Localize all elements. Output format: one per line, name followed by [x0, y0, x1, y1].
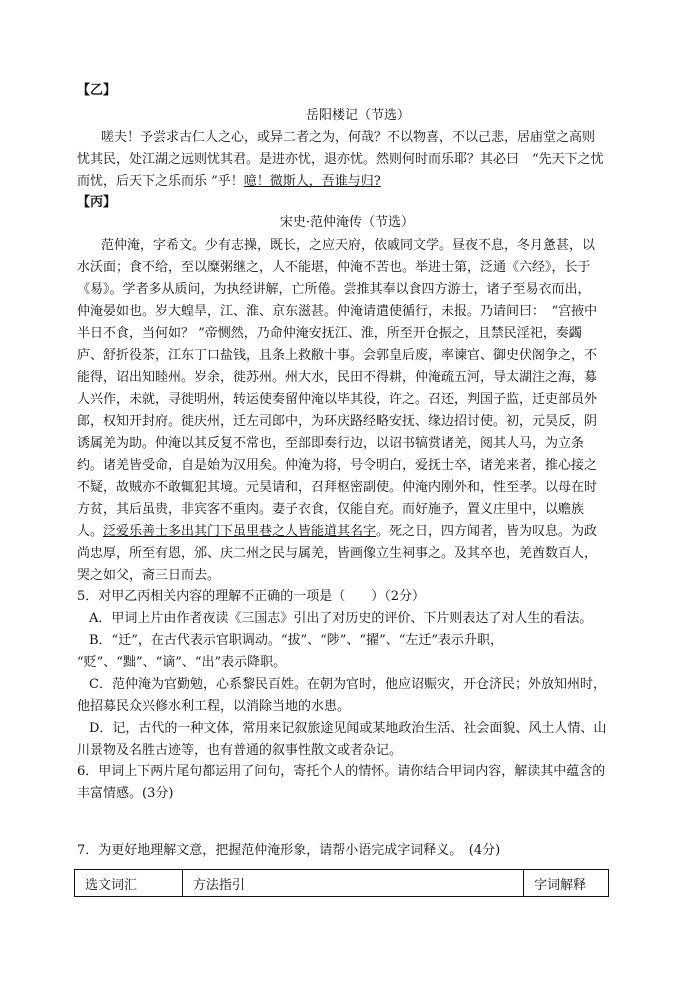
vocab-table-header-meaning: 字词解释 — [524, 870, 609, 897]
passage-c-line: 诱属羌为助。仲淹以其反复不常也，至部即奏行边，以诏书犒赏诸羌，阅其人马，为立条 — [77, 436, 585, 451]
passage-c-line: 范仲淹，字希文。少有志操，既长，之应天府，依戚同文学。昼夜不息，冬月惫甚，以 — [101, 238, 596, 253]
vocab-table-header-method: 方法指引 — [182, 870, 523, 897]
passage-c-line-14-start: 人。 — [77, 524, 104, 539]
q5-option-a: A．甲词上片由作者夜读《三国志》引出了对历史的评价、下片则表达了对人生的看法。 — [89, 611, 593, 626]
passage-c-line: 人兴作，未就，寻徙明州，转运使奏留仲淹以毕其役，许之。召还，判国子监，迁吏部员外 — [77, 392, 598, 407]
passage-c-line: 《易》。学者多从质问，为执经讲解，亡所倦。尝推其奉以食四方游士，诸子至易衣而出， — [77, 282, 591, 297]
passage-c-line: 半日不食，当何如？ ”帝恻然，乃命仲淹安抚江、淮，所至开仓振之，且禁民淫祀，奏蠲 — [77, 326, 582, 341]
q5-option-d: D．记，古代的一种文体，常用来记叙旅途见闻或某地政治生活、社会面貌、风土人情、山 — [89, 721, 607, 736]
passage-c-line: 仲淹晏如也。岁大蝗旱，江、淮、京东滋甚。仲淹请遣使循行，未报。乃请间曰： “宫掖中 — [77, 304, 598, 319]
passage-b-marker: 【乙】 — [77, 83, 117, 98]
q5-option-c: C．范仲淹为官勤勉，心系黎民百姓。在朝为官时，他应诏赈灾，开仓济民；外放知州时， — [89, 677, 606, 692]
underlined-sentence-b: 噫！微斯人，吾谁与归? — [243, 174, 381, 189]
passage-c-line-14 — [77, 521, 597, 542]
passage-c-line-14-end: 。死之日，四方闻者，皆为叹息。为政 — [376, 524, 598, 539]
passage-c-line: 哭之如父，斋三日而去。 — [77, 568, 221, 583]
passage-b-line-3 — [77, 171, 381, 192]
q6-stem: 6．甲词上下两片尾句都运用了问句，寄托个人的情怀。请你结合甲词内容，解读其中蕴含的 — [77, 764, 606, 779]
q7-stem: 7．为更好地理解文意，把握范仲淹形象，请帮小语完成字词释义。 (4分) — [77, 843, 501, 858]
passage-b-line-3-text: 而忧，后天下之乐而乐 ”乎！ — [77, 174, 244, 189]
vocab-table-header-word: 选文词汇 — [75, 870, 183, 897]
vocab-table-header-row — [75, 870, 609, 897]
q5-option-b: B．“迁”，在古代表示官职调动。“拔”、“陟”、“擢”、“左迁”表示升职， — [89, 633, 504, 648]
passage-c-line: 能得，诏出知睦州。岁余，徙苏州。州大水，民田不得耕，仲淹疏五河，导太湖注之海，募 — [77, 370, 598, 385]
passage-c-line: 约。诸羌皆受命，自是始为汉用矣。仲淹为将，号令明白，爱抚士卒，诸羌来者，推心接之 — [77, 458, 598, 473]
passage-c-title: 宋史·范仲淹传（节选） — [279, 215, 415, 230]
passage-c-line: 庐、舒折役茶，江东丁口盐钱，且条上救敝十事。会郭皇后废，率谏官、御史伏阁争之，不 — [77, 348, 598, 363]
passage-c-line: 郎，权知开封府。徙庆州，迁左司郎中，为环庆路经略安抚、缘边招讨使。初，元昊反，阴 — [77, 414, 598, 429]
passage-b-title: 岳阳楼记（节选） — [305, 108, 410, 123]
passage-c-line: 尚忠厚，所至有恩，邠、庆二州之民与属羌，皆画像立生祠事之。及其卒也，羌酋数百人， — [77, 546, 598, 561]
q5-option-c-cont: 他招募民众兴修水利工程，以消除当地的水患。 — [77, 699, 351, 714]
passage-c-marker: 【丙】 — [77, 195, 117, 210]
passage-b-line-2: 忧其民，处江湖之远则忧其君。是进亦忧，退亦忧。然则何时而乐耶？其必曰 “先天下之忧 — [77, 152, 604, 167]
q6-stem-cont: 丰富情感。(3分) — [77, 786, 174, 801]
underlined-sentence-c: 泛爱乐善士多出其门下虽里巷之人皆能道其名字 — [103, 524, 377, 539]
q5-option-d-cont: 川景物及名胜古迹等，也有普通的叙事性散文或者杂记。 — [77, 743, 403, 758]
passage-c-line: 水沃面；食不给，至以糜粥继之，人不能堪，仲淹不苦也。举进士第，泛通《六经》，长于 — [77, 260, 591, 275]
q5-option-b-cont: “贬”、“黜”、“谪”、“出”表示降职。 — [77, 655, 287, 670]
vocab-table — [74, 869, 609, 897]
q5-stem: 5．对甲乙丙相关内容的理解不正确的一项是（ ）（2分） — [77, 589, 426, 604]
passage-c-line: 方贫，其后虽贵，非宾客不重肉。妻子衣食，仅能自充。而好施予，置义庄里中，以赡族 — [77, 502, 585, 517]
passage-b-line-1: 嗟夫！予尝求古仁人之心，或异二者之为，何哉？不以物喜，不以己悲，居庙堂之高则 — [101, 130, 596, 145]
passage-c-line: 不疑，故贼亦不敢辄犯其境。元昊请和，召拜枢密副使。仲淹内刚外和，性至孝。以母在时 — [77, 480, 598, 495]
